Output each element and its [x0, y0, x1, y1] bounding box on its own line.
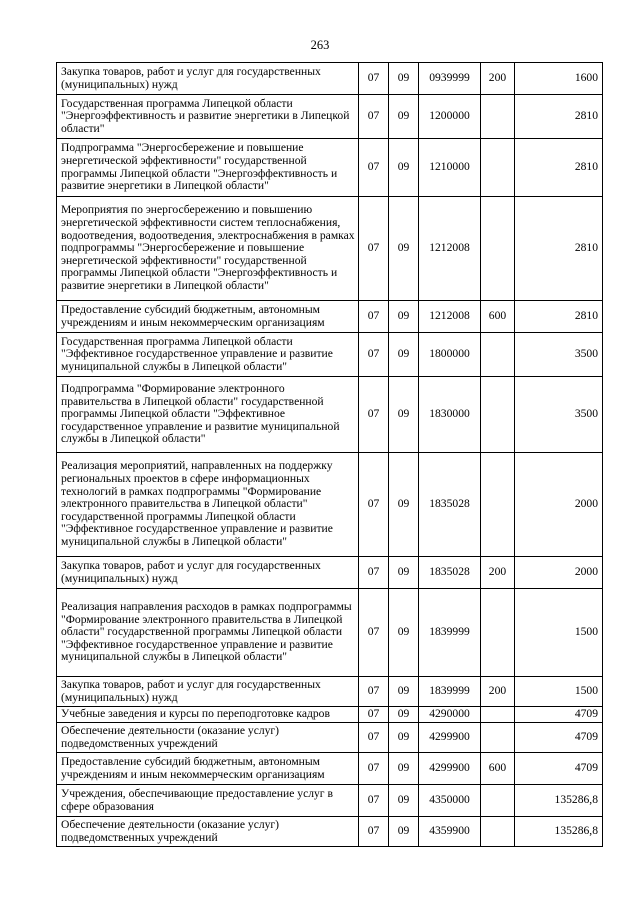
row-description: Предоставление субсидий бюджетным, автономным учреждениям и иным некоммерческим организациям	[57, 301, 359, 333]
row-description: Обеспечение деятельности (оказание услуг) подведомственных учреждений	[57, 817, 359, 847]
row-expense-type: 600	[481, 301, 515, 333]
row-target-code: 4299900	[419, 723, 481, 753]
row-description: Предоставление субсидий бюджетным, автономным учреждениям и иным некоммерческим организациям	[57, 753, 359, 785]
row-subsection: 09	[389, 785, 419, 817]
row-target-code: 1212008	[419, 197, 481, 301]
row-subsection: 09	[389, 377, 419, 453]
row-description: Подпрограмма "Формирование электронного правительства в Липецкой области" государственной программы Липецкой области "Эффективное государственное управление и развитие муниципальной службы в Липецкой области"	[57, 377, 359, 453]
row-description: Государственная программа Липецкой области "Эффективное государственное управление и развитие муниципальной службы в Липецкой области"	[57, 333, 359, 377]
row-expense-type	[481, 723, 515, 753]
row-target-code: 1839999	[419, 589, 481, 677]
budget-table	[56, 62, 603, 847]
row-target-code: 1800000	[419, 333, 481, 377]
row-target-code: 1839999	[419, 677, 481, 707]
table-row	[57, 377, 603, 453]
table-row	[57, 723, 603, 753]
table-row	[57, 197, 603, 301]
row-subsection: 09	[389, 707, 419, 723]
row-section: 07	[359, 589, 389, 677]
row-subsection: 09	[389, 333, 419, 377]
row-section: 07	[359, 753, 389, 785]
row-description: Закупка товаров, работ и услуг для государственных (муниципальных) нужд	[57, 677, 359, 707]
page-number: 263	[310, 38, 330, 52]
row-expense-type	[481, 197, 515, 301]
table-row	[57, 557, 603, 589]
row-description: Закупка товаров, работ и услуг для государственных (муниципальных) нужд	[57, 63, 359, 95]
table-row	[57, 785, 603, 817]
row-amount: 135286,8	[515, 817, 603, 847]
row-amount: 135286,8	[515, 785, 603, 817]
row-amount: 2810	[515, 301, 603, 333]
row-target-code: 1210000	[419, 139, 481, 197]
row-description: Государственная программа Липецкой области "Энергоэффективность и развитие энергетики в Липецкой области"	[57, 95, 359, 139]
row-amount: 4709	[515, 707, 603, 723]
table-row	[57, 589, 603, 677]
row-amount: 2810	[515, 197, 603, 301]
row-section: 07	[359, 139, 389, 197]
row-target-code: 1835028	[419, 453, 481, 557]
row-amount: 2000	[515, 557, 603, 589]
row-subsection: 09	[389, 753, 419, 785]
row-subsection: 09	[389, 589, 419, 677]
row-target-code: 1830000	[419, 377, 481, 453]
table-row	[57, 707, 603, 723]
row-section: 07	[359, 785, 389, 817]
table-row	[57, 301, 603, 333]
row-subsection: 09	[389, 197, 419, 301]
row-target-code: 4299900	[419, 753, 481, 785]
row-target-code: 1212008	[419, 301, 481, 333]
row-subsection: 09	[389, 557, 419, 589]
row-expense-type	[481, 707, 515, 723]
row-amount: 2000	[515, 453, 603, 557]
row-amount: 2810	[515, 139, 603, 197]
row-section: 07	[359, 707, 389, 723]
row-expense-type	[481, 139, 515, 197]
row-section: 07	[359, 377, 389, 453]
row-target-code: 4359900	[419, 817, 481, 847]
row-description: Реализация мероприятий, направленных на поддержку региональных проектов в сфере информационных технологий в рамках подпрограммы "Формирование электронного правительства в Липецкой области" государственной программы Липецкой области "Эффективное государственное управление и развитие муниципальной службы в Липецкой области"	[57, 453, 359, 557]
row-section: 07	[359, 557, 389, 589]
row-expense-type: 600	[481, 753, 515, 785]
row-amount: 1500	[515, 677, 603, 707]
row-expense-type	[481, 377, 515, 453]
row-description: Учебные заведения и курсы по переподготовке кадров	[57, 707, 359, 723]
row-section: 07	[359, 63, 389, 95]
table-row	[57, 333, 603, 377]
row-expense-type	[481, 453, 515, 557]
table-row	[57, 817, 603, 847]
row-section: 07	[359, 453, 389, 557]
row-section: 07	[359, 677, 389, 707]
row-expense-type: 200	[481, 63, 515, 95]
row-amount: 3500	[515, 333, 603, 377]
row-subsection: 09	[389, 139, 419, 197]
row-section: 07	[359, 333, 389, 377]
row-amount: 4709	[515, 723, 603, 753]
table-row	[57, 677, 603, 707]
row-expense-type	[481, 817, 515, 847]
table-row	[57, 139, 603, 197]
table-row	[57, 63, 603, 95]
row-subsection: 09	[389, 63, 419, 95]
table-row	[57, 753, 603, 785]
row-subsection: 09	[389, 453, 419, 557]
row-amount: 4709	[515, 753, 603, 785]
row-description: Реализация направления расходов в рамках подпрограммы "Формирование электронного правительства в Липецкой области" государственной программы Липецкой области "Эффективное государственное управление и развитие муниципальной службы в Липецкой области"	[57, 589, 359, 677]
row-section: 07	[359, 817, 389, 847]
row-expense-type	[481, 785, 515, 817]
row-amount: 2810	[515, 95, 603, 139]
row-target-code: 4290000	[419, 707, 481, 723]
row-section: 07	[359, 301, 389, 333]
row-amount: 1600	[515, 63, 603, 95]
row-target-code: 1200000	[419, 95, 481, 139]
row-expense-type: 200	[481, 557, 515, 589]
row-subsection: 09	[389, 301, 419, 333]
row-amount: 1500	[515, 589, 603, 677]
table-row	[57, 453, 603, 557]
row-target-code: 0939999	[419, 63, 481, 95]
row-subsection: 09	[389, 723, 419, 753]
row-expense-type	[481, 589, 515, 677]
row-target-code: 1835028	[419, 557, 481, 589]
row-expense-type	[481, 95, 515, 139]
table-row	[57, 95, 603, 139]
row-description: Закупка товаров, работ и услуг для государственных (муниципальных) нужд	[57, 557, 359, 589]
row-subsection: 09	[389, 677, 419, 707]
row-expense-type: 200	[481, 677, 515, 707]
row-section: 07	[359, 95, 389, 139]
row-description: Обеспечение деятельности (оказание услуг) подведомственных учреждений	[57, 723, 359, 753]
row-amount: 3500	[515, 377, 603, 453]
row-subsection: 09	[389, 95, 419, 139]
row-description: Мероприятия по энергосбережению и повышению энергетической эффективности систем теплоснабжения, водоотведения, водоотведения, электроснабжения в рамках подпрограммы "Энергосбережение и повышение энергетической эффективности" государственной программы Липецкой области "Энергоэффективность и развитие энергетики в Липецкой области"	[57, 197, 359, 301]
row-section: 07	[359, 723, 389, 753]
row-description: Учреждения, обеспечивающие предоставление услуг в сфере образования	[57, 785, 359, 817]
row-section: 07	[359, 197, 389, 301]
row-expense-type	[481, 333, 515, 377]
row-target-code: 4350000	[419, 785, 481, 817]
row-description: Подпрограмма "Энергосбережение и повышение энергетической эффективности" государственной программы Липецкой области "Энергоэффективность и развитие энергетики в Липецкой области"	[57, 139, 359, 197]
row-subsection: 09	[389, 817, 419, 847]
